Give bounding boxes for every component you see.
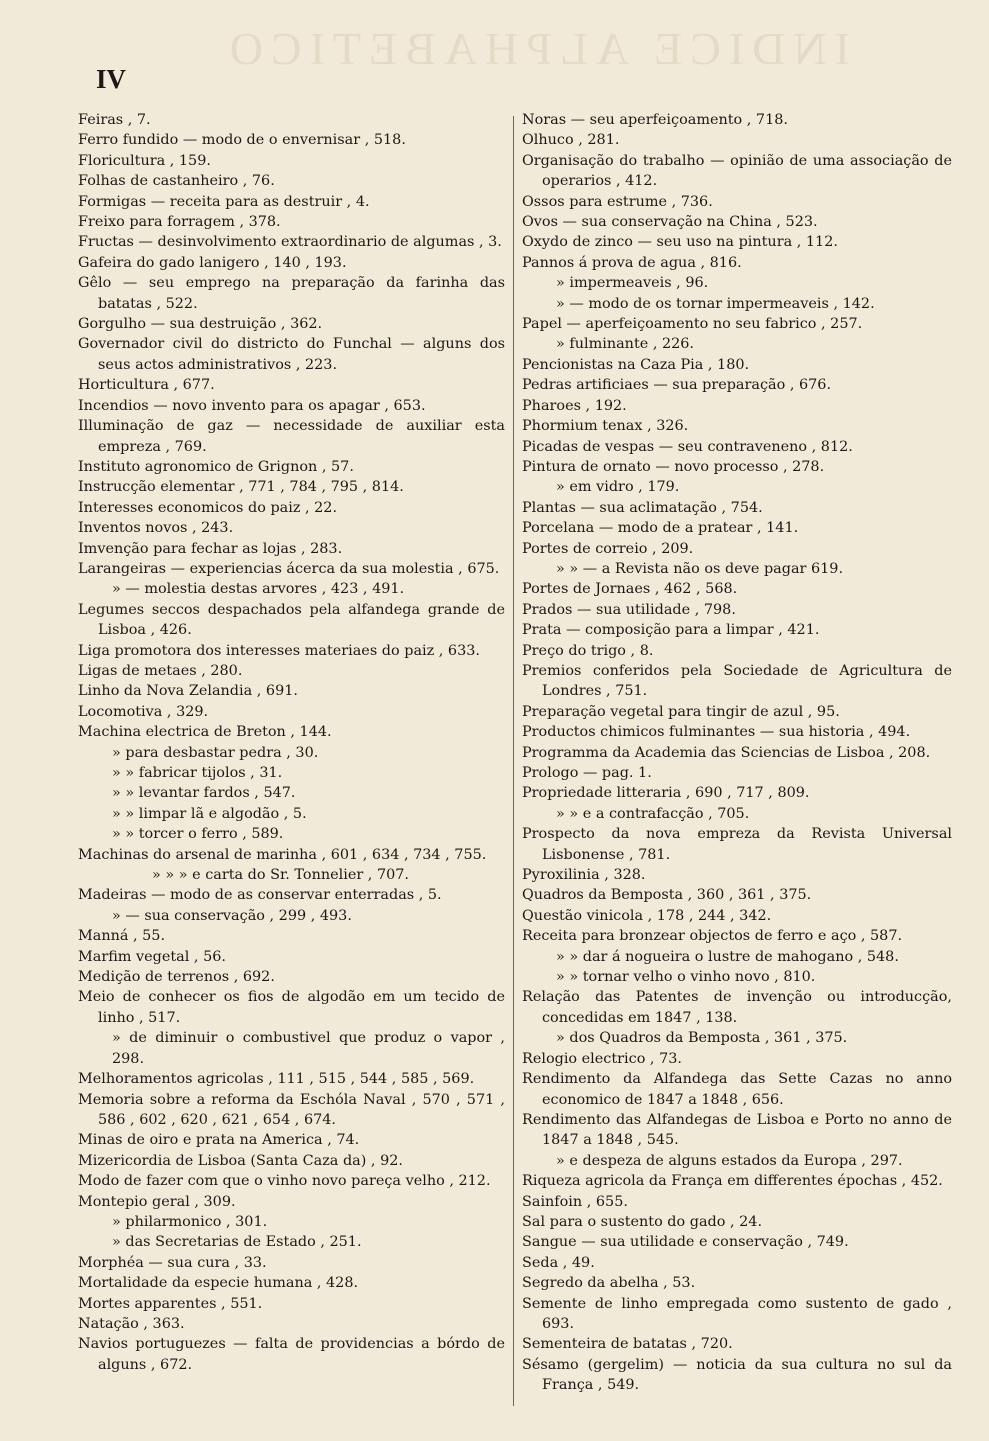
index-entry: Pannos á prova de agua , 816. bbox=[522, 254, 742, 271]
index-entry: Portes de Jornaes , 462 , 568. bbox=[522, 581, 738, 598]
index-entry: Legumes seccos despachados pela alfandega grande de Lisboa , 426. bbox=[78, 601, 505, 639]
index-entry: Incendios — novo invento para os apagar , 653. bbox=[78, 397, 426, 414]
index-entry: Prologo — pag. 1. bbox=[522, 765, 652, 781]
index-entry: » » e a contrafacção , 705. bbox=[556, 805, 750, 822]
index-entry: Porcelana — modo de a pratear , 141. bbox=[522, 520, 799, 537]
index-entry: Mizericordia de Lisboa (Santa Caza da) , 92. bbox=[78, 1152, 403, 1169]
index-entry: Memoria sobre a reforma da Eschóla Naval , 570 , 571 , 586 , 602 , 620 , 621 , 654 , 674. bbox=[78, 1091, 505, 1128]
index-entry: Prata — composição para a limpar , 421. bbox=[522, 622, 820, 639]
index-entry: Interesses economicos do paiz , 22. bbox=[78, 499, 338, 516]
index-entry: Pedras artificiaes — sua preparação , 676. bbox=[522, 377, 832, 394]
index-entry: Sangue — sua utilidade e conservação , 749. bbox=[522, 1234, 849, 1251]
index-entry: Sementeira de batatas , 720. bbox=[522, 1336, 733, 1353]
index-entry: Locomotiva , 329. bbox=[78, 703, 209, 720]
index-entry: Preparação vegetal para tingir de azul , 95. bbox=[522, 703, 840, 720]
index-entry: Ferro fundido — modo de o envernisar , 518. bbox=[78, 132, 406, 149]
index-entry: Noras — seu aperfeiçoamento , 718. bbox=[522, 112, 788, 128]
index-entry: Questão vinicola , 178 , 244 , 342. bbox=[522, 907, 772, 924]
index-entry: Prospecto da nova empreza da Revista Universal Lisbonense , 781. bbox=[522, 826, 952, 863]
index-entry: Gêlo — seu emprego na preparação da farinha das batatas , 522. bbox=[78, 275, 505, 312]
index-entry: Rendimento da Alfandega das Sette Cazas no anno economico de 1847 a 1848 , 656. bbox=[522, 1071, 952, 1108]
index-entry: Instituto agronomico de Grignon , 57. bbox=[78, 458, 354, 475]
index-entry: Picadas de vespas — seu contraveneno , 812. bbox=[522, 438, 853, 455]
index-entry: Papel — aperfeiçoamento no seu fabrico , 257. bbox=[522, 316, 863, 333]
index-entry: Pencionistas na Caza Pia , 180. bbox=[522, 356, 750, 373]
index-entry: » das Secretarias de Estado , 251. bbox=[112, 1234, 362, 1251]
column-divider bbox=[513, 116, 514, 1406]
index-entry: » — molestia destas arvores , 423 , 491. bbox=[112, 581, 405, 598]
index-entry: Quadros da Bemposta , 360 , 361 , 375. bbox=[522, 887, 812, 904]
index-entry: Instrucção elementar , 771 , 784 , 795 , 814. bbox=[78, 479, 404, 496]
index-entry: » » fabricar tijolos , 31. bbox=[112, 765, 283, 781]
index-entry: Mortes apparentes , 551. bbox=[78, 1295, 263, 1312]
index-entry: » fulminante , 226. bbox=[556, 336, 695, 353]
index-entry: Gorgulho — sua destruição , 362. bbox=[78, 316, 323, 333]
index-entry: Natação , 363. bbox=[78, 1315, 185, 1332]
index-entry: Freixo para forragem , 378. bbox=[78, 214, 281, 231]
index-entry: Modo de fazer com que o vinho novo pareça velho , 212. bbox=[78, 1173, 491, 1190]
index-entry: Mortalidade da especie humana , 428. bbox=[78, 1275, 359, 1292]
index-entry: » de diminuir o combustivel que produz o vapor , 298. bbox=[112, 1030, 505, 1067]
index-entry: Propriedade litteraria , 690 , 717 , 809. bbox=[522, 785, 810, 802]
index-entry: Phormium tenax , 326. bbox=[522, 418, 689, 435]
index-entry: Meio de conhecer os fios de algodão em um tecido de linho , 517. bbox=[78, 989, 505, 1026]
index-entry: Organisação do trabalho — opinião de uma associação de operarios , 412. bbox=[522, 152, 952, 190]
index-entry: Riqueza agricola da França em differentes épochas , 452. bbox=[522, 1173, 943, 1190]
index-entry: Oxydo de zinco — seu uso na pintura , 112. bbox=[522, 234, 838, 251]
index-entry: Floricultura , 159. bbox=[78, 152, 211, 169]
index-entry: Programma da Academia das Sciencias de Lisboa , 208. bbox=[522, 744, 931, 761]
index-entry: » — modo de os tornar impermeaveis , 142. bbox=[556, 295, 875, 312]
index-entry: Ovos — sua conservação na China , 523. bbox=[522, 214, 818, 231]
index-column-left bbox=[78, 110, 505, 1375]
index-entry: » » — a Revista não os deve pagar 619. bbox=[556, 560, 844, 577]
index-entry: » dos Quadros da Bemposta , 361 , 375. bbox=[556, 1030, 848, 1047]
index-entry: Sal para o sustento do gado , 24. bbox=[522, 1213, 763, 1230]
index-entry: Gafeira do gado lanigero , 140 , 193. bbox=[78, 254, 347, 271]
index-entry: Sésamo (gergelim) — noticia da sua cultura no sul da França , 549. bbox=[522, 1356, 952, 1394]
index-entry: Madeiras — modo de as conservar enterradas , 5. bbox=[78, 887, 442, 904]
index-entry: Fructas — desinvolvimento extraordinario de algumas , 3. bbox=[78, 234, 502, 251]
index-entry: » » levantar fardos , 547. bbox=[112, 785, 296, 802]
index-entry: Sainfoin , 655. bbox=[522, 1193, 628, 1210]
index-entry: Montepio geral , 309. bbox=[78, 1193, 236, 1210]
index-entry: » e despeza de alguns estados da Europa , 297. bbox=[556, 1152, 903, 1169]
index-entry: Machina electrica de Breton , 144. bbox=[78, 724, 332, 741]
index-entry: Medição de terrenos , 692. bbox=[78, 969, 275, 986]
index-entry: Illuminação de gaz — necessidade de auxiliar esta empreza , 769. bbox=[78, 418, 505, 455]
index-entry: Feiras , 7. bbox=[78, 112, 151, 128]
index-entry: Semente de linho empregada como sustento de gado , 693. bbox=[522, 1295, 952, 1332]
index-entry: Segredo da abelha , 53. bbox=[522, 1275, 696, 1292]
index-entry: » para desbastar pedra , 30. bbox=[112, 744, 319, 761]
index-entry: Morphéa — sua cura , 33. bbox=[78, 1254, 267, 1271]
index-entry: Marfim vegetal , 56. bbox=[78, 948, 226, 965]
index-entry: Formigas — receita para as destruir , 4. bbox=[78, 193, 370, 210]
index-entry: Melhoramentos agricolas , 111 , 515 , 544 , 585 , 569. bbox=[78, 1071, 475, 1088]
index-entry: Machinas do arsenal de marinha , 601 , 634 , 734 , 755. bbox=[78, 846, 487, 863]
index-entry: Minas de oiro e prata na America , 74. bbox=[78, 1132, 360, 1149]
index-entry: Relação das Patentes de invenção ou introducção, concedidas em 1847 , 138. bbox=[522, 989, 952, 1026]
index-entry: Receita para bronzear objectos de ferro e aço , 587. bbox=[522, 928, 903, 945]
index-column-right bbox=[522, 110, 952, 1396]
index-entry: » philarmonico , 301. bbox=[112, 1213, 268, 1230]
index-entry: Ossos para estrume , 736. bbox=[522, 193, 713, 210]
index-entry: Pharoes , 192. bbox=[522, 397, 627, 414]
index-entry: Plantas — sua aclimatação , 754. bbox=[522, 499, 763, 516]
index-entry: Horticultura , 677. bbox=[78, 377, 215, 394]
index-entry: Premios conferidos pela Sociedade de Agricultura de Londres , 751. bbox=[522, 662, 952, 700]
index-entry: Navios portuguezes — falta de providencias a bórdo de alguns , 672. bbox=[78, 1336, 505, 1373]
index-entry: Productos chimicos fulminantes — sua historia , 494. bbox=[522, 724, 911, 741]
index-entry: » — sua conservação , 299 , 493. bbox=[112, 907, 352, 924]
index-entry: » » torcer o ferro , 589. bbox=[112, 826, 284, 843]
index-entry: Pintura de ornato — novo processo , 278. bbox=[522, 458, 825, 475]
index-entry: » » » e carta do Sr. Tonnelier , 707. bbox=[152, 867, 409, 884]
index-entry: Rendimento das Alfandegas de Lisboa e Porto no anno de 1847 a 1848 , 545. bbox=[522, 1111, 952, 1149]
index-entry: Portes de correio , 209. bbox=[522, 540, 694, 557]
index-entry: Preço do trigo , 8. bbox=[522, 642, 654, 659]
index-entry: Seda , 49. bbox=[522, 1254, 595, 1271]
index-entry: Folhas de castanheiro , 76. bbox=[78, 173, 275, 190]
index-entry: Pyroxilinia , 328. bbox=[522, 867, 646, 884]
page-number: IV bbox=[96, 64, 127, 94]
index-entry: » » limpar lã e algodão , 5. bbox=[112, 805, 307, 822]
index-entry: Imvenção para fechar as lojas , 283. bbox=[78, 540, 343, 557]
index-entry: Ligas de metaes , 280. bbox=[78, 662, 243, 679]
index-entry: Governador civil do districto do Funchal — alguns dos seus actos administrativos , 223. bbox=[78, 336, 505, 373]
index-entry: Linho da Nova Zelandia , 691. bbox=[78, 683, 298, 700]
bleed-through-heading: INDICE ALPHABETICO bbox=[221, 23, 850, 74]
index-entry: Olhuco , 281. bbox=[522, 132, 620, 149]
index-entry: Inventos novos , 243. bbox=[78, 520, 234, 537]
index-entry: Liga promotora dos interesses materiaes do paiz , 633. bbox=[78, 642, 480, 659]
index-entry: » impermeaveis , 96. bbox=[556, 275, 709, 292]
index-entry: » » tornar velho o vinho novo , 810. bbox=[556, 969, 816, 986]
index-entry: » » dar á nogueira o lustre de mahogano , 548. bbox=[556, 948, 899, 965]
index-entry: Manná , 55. bbox=[78, 928, 166, 945]
index-entry: » em vidro , 179. bbox=[556, 479, 680, 496]
index-entry: Prados — sua utilidade , 798. bbox=[522, 601, 736, 618]
index-entry: Larangeiras — experiencias ácerca da sua molestia , 675. bbox=[78, 560, 500, 577]
index-entry: Relogio electrico , 73. bbox=[522, 1050, 682, 1067]
